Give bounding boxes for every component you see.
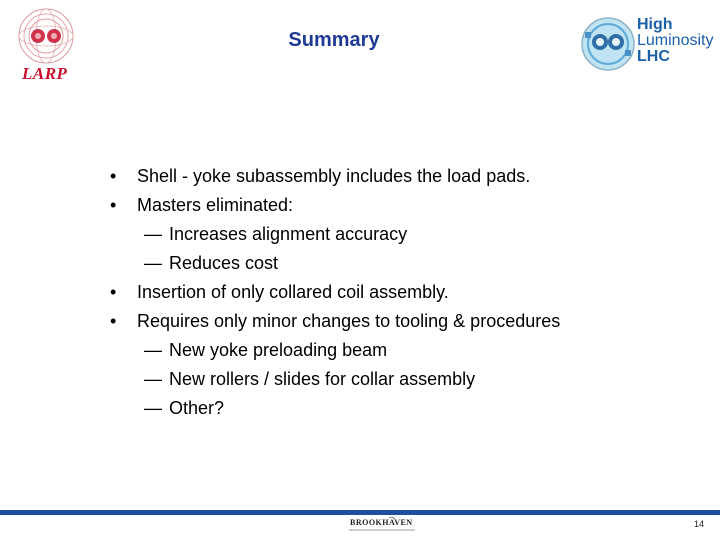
sub-bullet-text: New rollers / slides for collar assembly xyxy=(169,369,476,389)
sub-bullet-item xyxy=(110,394,690,423)
sub-bullet-item xyxy=(110,220,690,249)
dash-marker: — xyxy=(144,340,162,360)
dash-marker: — xyxy=(144,224,162,244)
larp-logo-text: LARP xyxy=(22,64,68,83)
hl-logo-line1: High xyxy=(637,16,673,33)
bullet-dot: • xyxy=(110,195,117,215)
page-number: 14 xyxy=(693,519,704,529)
hl-logo-line2: Luminosity xyxy=(637,32,714,49)
dash-marker: — xyxy=(144,253,162,273)
dash-marker: — xyxy=(144,369,162,389)
bullet-item xyxy=(110,278,690,307)
sub-bullet-item xyxy=(110,249,690,278)
bullet-dot: • xyxy=(110,282,117,302)
hl-logo-line3: LHC xyxy=(637,48,670,65)
footer-bar xyxy=(0,510,720,515)
slide-title: Summary xyxy=(288,29,380,51)
bullet-item xyxy=(110,307,690,336)
bullet-dot: • xyxy=(110,166,117,186)
hl-lhc-logo-text xyxy=(637,17,713,65)
bullet-dot: • xyxy=(110,311,117,331)
sub-bullet-item xyxy=(110,336,690,365)
bullet-text: Shell - yoke subassembly includes the load pads. xyxy=(137,166,531,186)
bullet-text: Insertion of only collared coil assembly. xyxy=(137,282,449,302)
bullet-item xyxy=(110,162,690,191)
sub-bullet-text: Other? xyxy=(169,398,225,418)
brookhaven-logo-underline xyxy=(345,516,421,536)
bullet-list xyxy=(110,162,690,423)
sub-bullet-text: Reduces cost xyxy=(169,253,279,273)
dash-marker: — xyxy=(144,398,162,418)
sub-bullet-text: New yoke preloading beam xyxy=(169,340,388,360)
bullet-text: Masters eliminated: xyxy=(137,195,294,215)
sub-bullet-item xyxy=(110,365,690,394)
bullet-item xyxy=(110,191,690,220)
sub-bullet-text: Increases alignment accuracy xyxy=(169,224,408,244)
brookhaven-logo: BROOKHAVEN xyxy=(350,518,413,527)
bullet-text: Requires only minor changes to tooling & procedures xyxy=(137,311,561,331)
